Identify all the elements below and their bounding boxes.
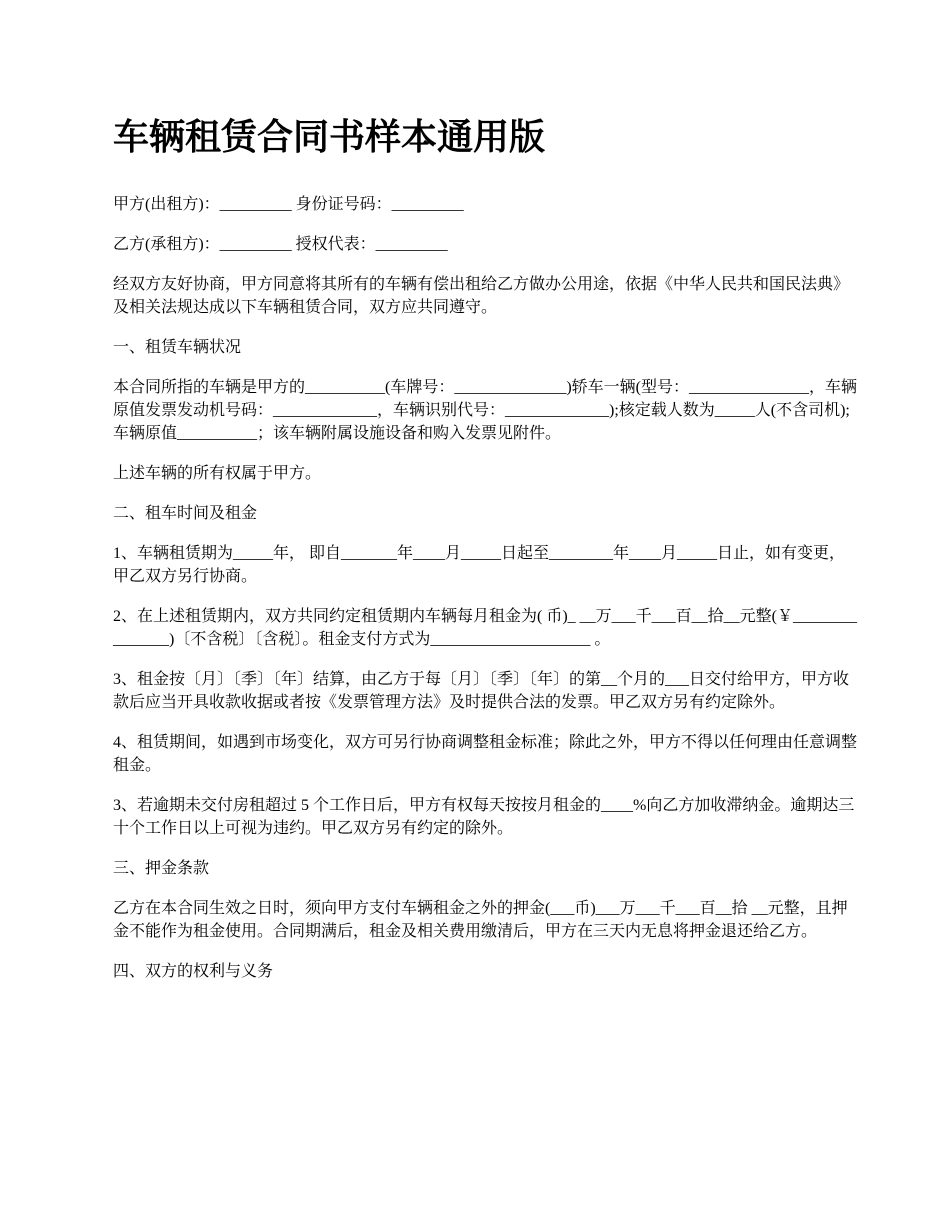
clause-lease-term: 1、车辆租赁期为_____年， 即自_______年____月_____日起至________年____月_____日止，如有变更，甲乙双方另行协商。: [113, 545, 846, 585]
party-a-line: 甲方(出租方)：_________ 身份证号码：_________: [113, 196, 464, 213]
clause-settlement: 3、租金按〔月〕〔季〕〔年〕结算，由乙方于每〔月〕〔季〕〔年〕的第__个月的___日交付给甲方，甲方收款后应当开具收款收据或者按《发票管理方法》及时提供合法的发票。甲乙双方另有约定除外。: [113, 671, 850, 711]
ownership-paragraph: 上述车辆的所有权属于甲方。: [113, 465, 322, 482]
section-heading-deposit: 三、押金条款: [113, 860, 210, 877]
section-heading-rights: 四、双方的权利与义务: [113, 963, 274, 980]
section-heading-rent: 二、租车时间及租金: [113, 505, 258, 522]
party-b-line: 乙方(承租方)：_________ 授权代表：_________: [113, 236, 448, 253]
clause-late-fee: 3、若逾期未交付房租超过 5 个工作日后，甲方有权每天按按月租金的____%向乙方加收滞纳金。逾期达三十个工作日以上可视为违约。甲乙双方另有约定的除外。: [113, 797, 855, 837]
vehicle-details-paragraph: 本合同所指的车辆是甲方的__________(车牌号：______________)轿车一辆(型号：_______________，车辆原值发票发动机号码：_____________，车辆识别代号：_____________);核定载人数为_____人(不含司机);车辆原值__________；该车辆附属设施设备和购入发票见附件。: [113, 379, 857, 442]
document-title: 车辆租赁合同书样本通用版: [113, 116, 546, 158]
section-heading-vehicle: 一、租赁车辆状况: [113, 339, 242, 356]
clause-rent-adjustment: 4、租赁期间，如遇到市场变化，双方可另行协商调整租金标准；除此之外，甲方不得以任何理由任意调整租金。: [113, 734, 858, 774]
clause-monthly-rent: 2、在上述租赁期内，双方共同约定租赁期内车辆每月租金为( 币)_ __万___千___百__拾__元整(￥_______________)〔不含税〕〔含税〕。租金支付方式为____________________ 。: [113, 608, 857, 648]
preamble-paragraph: 经双方友好协商，甲方同意将其所有的车辆有偿出租给乙方做办公用途，依据《中华人民共和国民法典》及相关法规达成以下车辆租赁合同，双方应共同遵守。: [113, 276, 850, 316]
deposit-paragraph: 乙方在本合同生效之日时，须向甲方支付车辆租金之外的押金(___币)___万___千___百__拾 __元整，且押金不能作为租金使用。合同期满后，租金及相关费用缴清后，甲方在三天内无息将押金退还给乙方。: [113, 900, 848, 940]
